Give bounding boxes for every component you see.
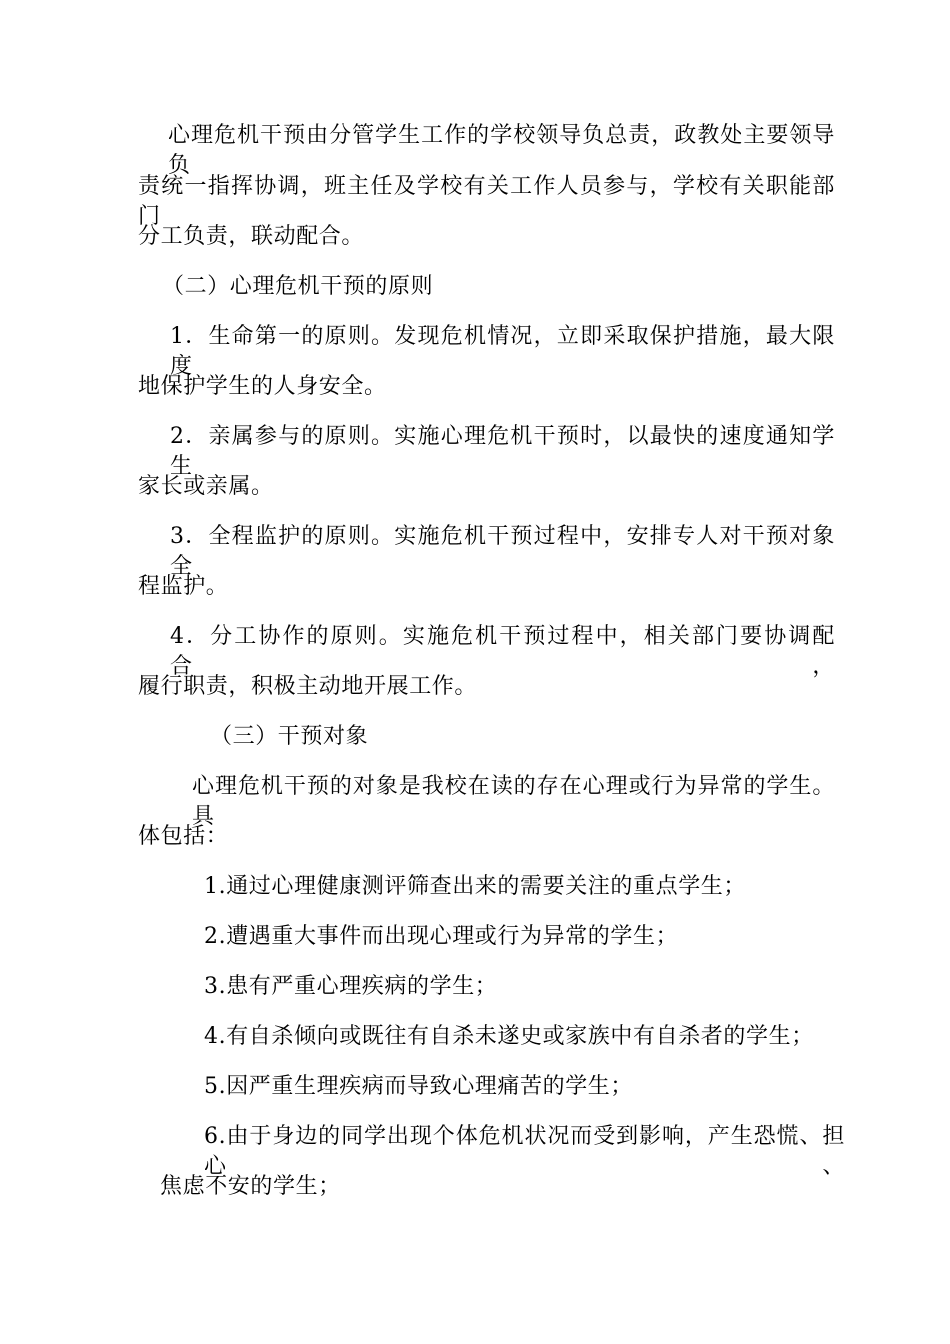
list-item-target-6-line-2: 焦虑不安的学生； bbox=[160, 1174, 341, 1199]
section-heading-principles: （二）心理危机干预的原则 bbox=[162, 274, 434, 299]
principle-4-line-2: 履行职责，积极主动地开展工作。 bbox=[138, 674, 478, 699]
list-item-target-3: 3.患有严重心理疾病的学生； bbox=[204, 974, 498, 999]
principle-2-line-2: 家长或亲属。 bbox=[138, 474, 274, 499]
paragraph-intro-line-1: 心理危机干预由分管学生工作的学校领导负总责，政教处主要领导负 bbox=[168, 123, 835, 178]
section-heading-targets: （三）干预对象 bbox=[210, 724, 369, 749]
list-item-target-1: 1.通过心理健康测评筛查出来的需要关注的重点学生； bbox=[204, 874, 746, 899]
targets-intro-line-2: 体包括： bbox=[138, 824, 229, 849]
principle-3-line-2: 程监护。 bbox=[138, 574, 229, 599]
principle-1-line-1: 1．生命第一的原则。发现危机情况，立即采取保护措施，最大限度 bbox=[170, 324, 835, 379]
list-item-target-5: 5.因严重生理疾病而导致心理痛苦的学生； bbox=[204, 1074, 633, 1099]
list-item-target-6-line-1: 6.由于身边的同学出现个体危机状况而受到影响，产生恐慌、担心、 bbox=[204, 1124, 845, 1179]
principle-2-line-1: 2．亲属参与的原则。实施心理危机干预时，以最快的速度通知学生 bbox=[170, 424, 835, 479]
paragraph-intro-line-2: 责统一指挥协调，班主任及学校有关工作人员参与，学校有关职能部门 bbox=[138, 174, 835, 229]
targets-intro-line-1: 心理危机干预的对象是我校在读的存在心理或行为异常的学生。具 bbox=[192, 774, 835, 829]
paragraph-intro-line-3: 分工负责，联动配合。 bbox=[138, 224, 365, 249]
principle-3-line-1: 3．全程监护的原则。实施危机干预过程中，安排专人对干预对象全 bbox=[170, 524, 835, 579]
list-item-target-4: 4.有自杀倾向或既往有自杀未遂史或家族中有自杀者的学生； bbox=[204, 1024, 814, 1049]
list-item-target-2: 2.遭遇重大事件而出现心理或行为异常的学生； bbox=[204, 924, 679, 949]
principle-1-line-2: 地保护学生的人身安全。 bbox=[138, 374, 387, 399]
principle-4-line-1: 4．分工协作的原则。实施危机干预过程中，相关部门要协调配合， bbox=[170, 624, 835, 679]
